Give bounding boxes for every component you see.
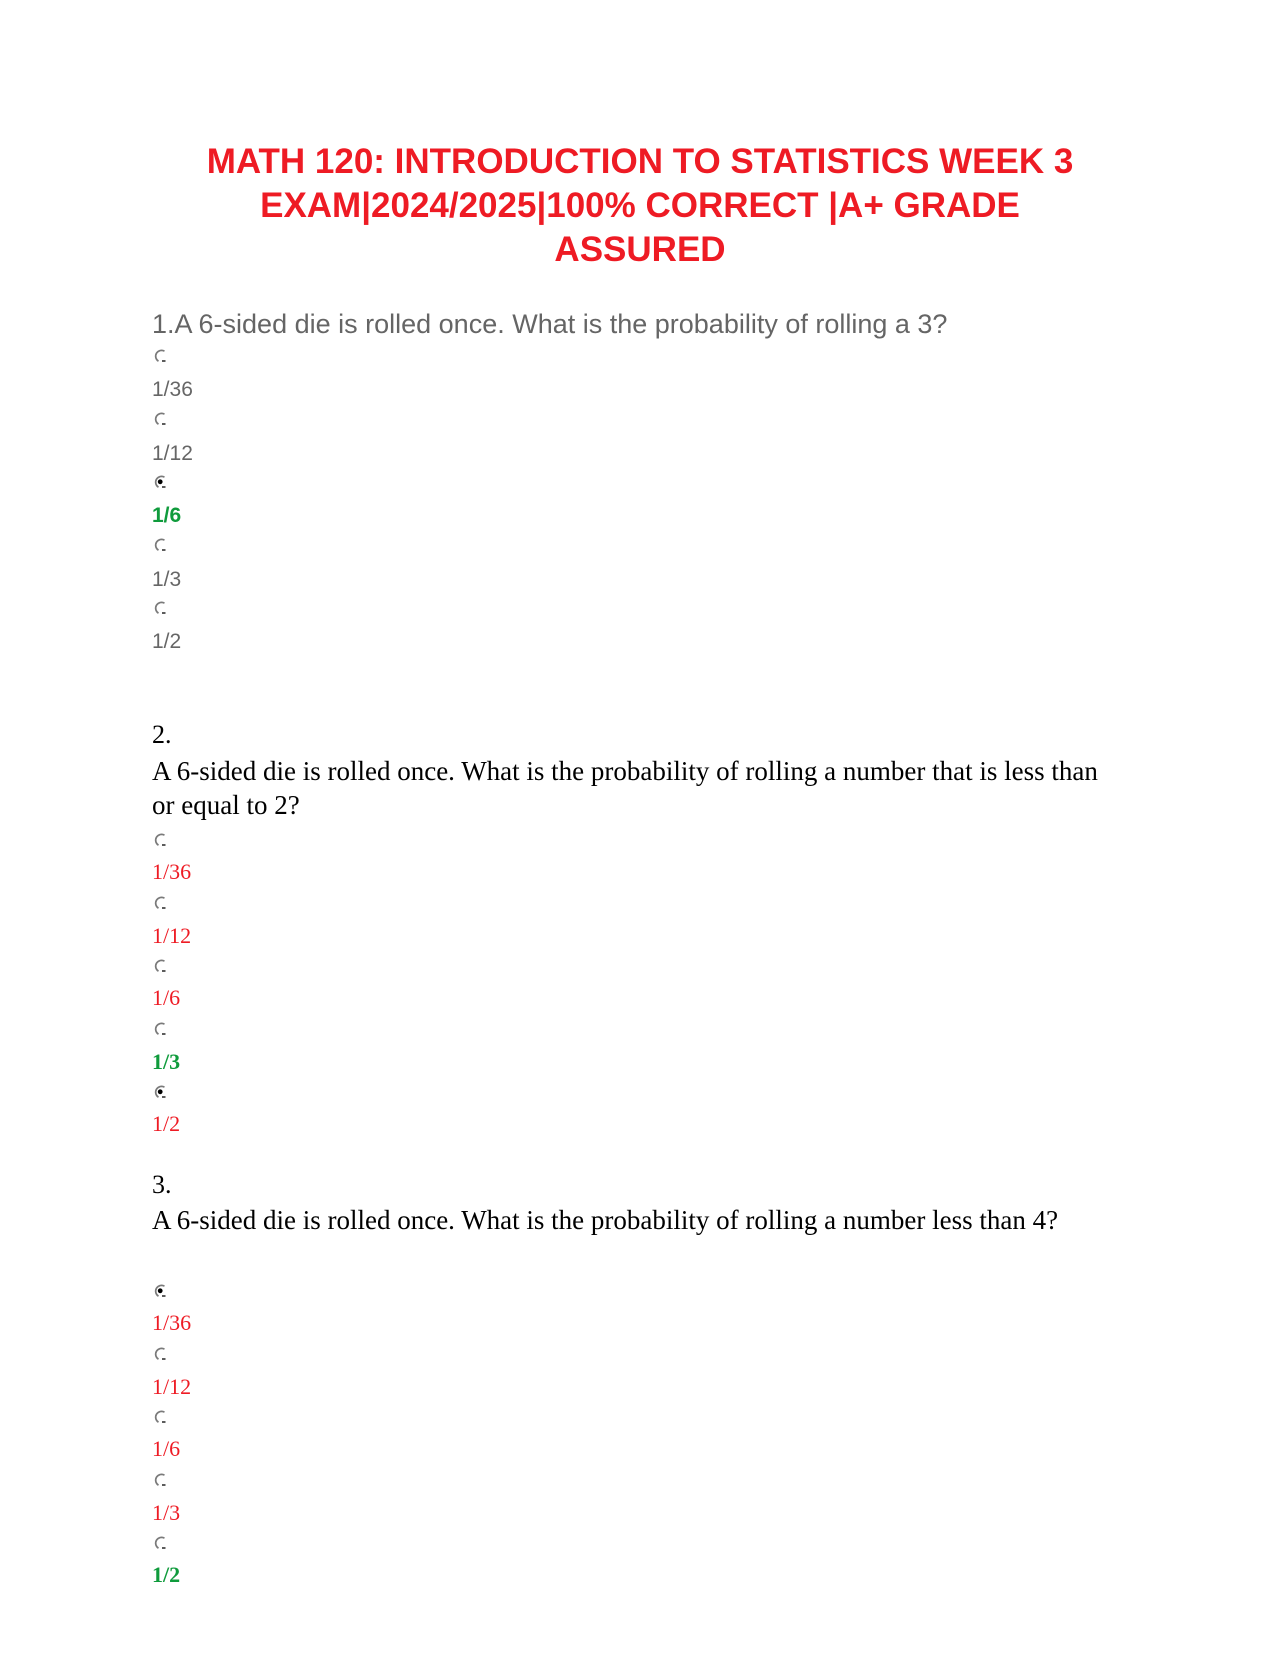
question-2-option-2: 1/12 (152, 923, 192, 948)
radio-unselected-icon[interactable] (153, 1409, 168, 1424)
question-2-option-5: 1/2 (152, 1111, 181, 1136)
radio-unselected-icon[interactable] (153, 1472, 168, 1487)
question-1-option-1: 1/36 (152, 378, 193, 401)
document-title (140, 140, 1140, 272)
radio-unselected-icon[interactable] (153, 958, 168, 973)
radio-unselected-icon[interactable] (153, 1346, 168, 1361)
title-line-3: ASSURED (554, 230, 726, 269)
question-3-option-3: 1/6 (152, 1436, 181, 1461)
radio-selected-icon[interactable] (153, 474, 168, 489)
question-2-option-3: 1/6 (152, 985, 181, 1010)
radio-unselected-icon[interactable] (153, 895, 168, 910)
question-2-option-1: 1/36 (152, 859, 192, 884)
question-1-option-3-correct: 1/6 (152, 504, 182, 527)
question-1-text: 1.A 6-sided die is rolled once. What is the probability of rolling a 3? (152, 309, 948, 339)
radio-unselected-icon[interactable] (153, 600, 168, 615)
title-line-1: MATH 120: INTRODUCTION TO STATISTICS WEEK 3 (206, 142, 1074, 181)
radio-unselected-icon[interactable] (153, 537, 168, 552)
question-3-option-1: 1/36 (152, 1310, 192, 1335)
question-3-option-2: 1/12 (152, 1374, 192, 1399)
radio-unselected-icon[interactable] (153, 1535, 168, 1550)
radio-unselected-icon[interactable] (153, 832, 168, 847)
question-3-option-5-correct: 1/2 (152, 1562, 181, 1587)
radio-unselected-icon[interactable] (153, 411, 168, 426)
question-2-option-4-correct: 1/3 (152, 1049, 181, 1074)
radio-unselected-icon[interactable] (153, 348, 168, 363)
radio-selected-icon[interactable] (153, 1084, 168, 1099)
question-1-option-2: 1/12 (152, 442, 193, 465)
question-3-number: 3. (152, 1170, 172, 1199)
question-1-option-5: 1/2 (152, 630, 182, 653)
question-3-option-4: 1/3 (152, 1500, 181, 1525)
question-2-number: 2. (152, 720, 172, 749)
question-3-text: A 6-sided die is rolled once. What is the probability of rolling a number less than 4? (152, 1205, 1059, 1235)
title-line-2: EXAM|2024/2025|100% CORRECT |A+ GRADE (260, 186, 1020, 225)
question-2-text: A 6-sided die is rolled once. What is the probability of rolling a number that is less than or equal to 2? (152, 756, 1098, 820)
radio-unselected-icon[interactable] (153, 1021, 168, 1036)
question-1-option-4: 1/3 (152, 568, 182, 591)
radio-selected-icon[interactable] (153, 1283, 168, 1298)
